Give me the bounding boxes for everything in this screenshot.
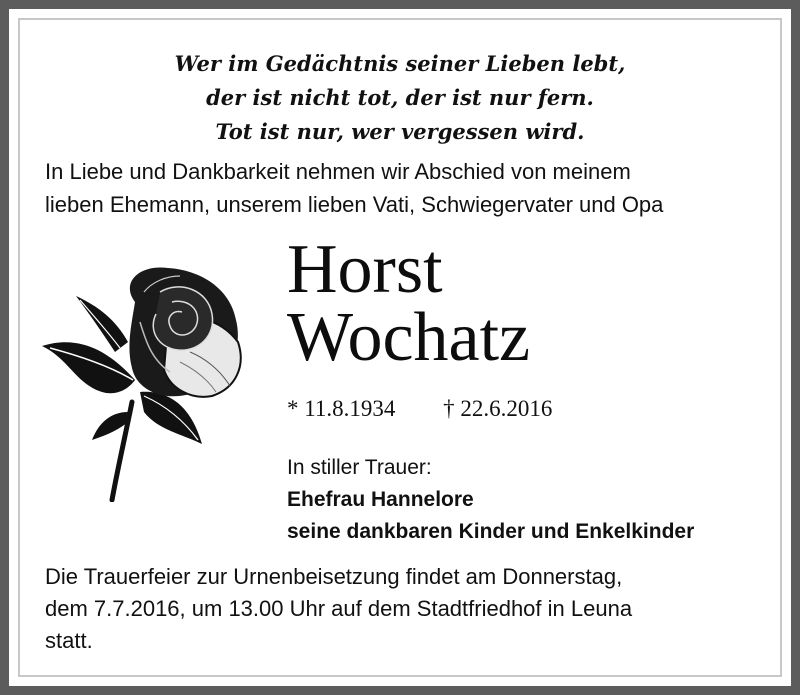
intro-text (45, 155, 663, 221)
mourners-heading: In stiller Trauer: (287, 456, 432, 479)
motto-line: der ist nicht tot, der ist nur fern. (206, 85, 594, 110)
funeral-line: statt. (45, 628, 93, 653)
funeral-line: Die Trauerfeier zur Urnenbeisetzung findet am Donnerstag, (45, 564, 623, 589)
life-dates (287, 394, 552, 424)
intro-line: lieben Ehemann, unserem lieben Vati, Schwiegervater und Opa (45, 192, 664, 217)
birth-date: * 11.8.1934 (287, 396, 396, 421)
motto-line: Wer im Gedächtnis seiner Lieben lebt, (174, 51, 626, 76)
funeral-notice (45, 561, 632, 657)
mourner-line: seine dankbaren Kinder und Enkelkinder (287, 520, 695, 543)
last-name: Wochatz (287, 299, 531, 376)
mourner-line: Ehefrau Hannelore (287, 488, 474, 511)
first-name: Horst (287, 231, 443, 308)
rose-icon (40, 262, 250, 502)
death-date: † 22.6.2016 (443, 396, 553, 421)
deceased-name (287, 231, 531, 376)
intro-line: In Liebe und Dankbarkeit nehmen wir Abschied von meinem (45, 159, 631, 184)
mourners-block (287, 452, 694, 548)
funeral-line: dem 7.7.2016, um 13.00 Uhr auf dem Stadtfriedhof in Leuna (45, 596, 633, 621)
motto-verse (0, 47, 800, 149)
motto-line: Tot ist nur, wer vergessen wird. (215, 119, 585, 144)
